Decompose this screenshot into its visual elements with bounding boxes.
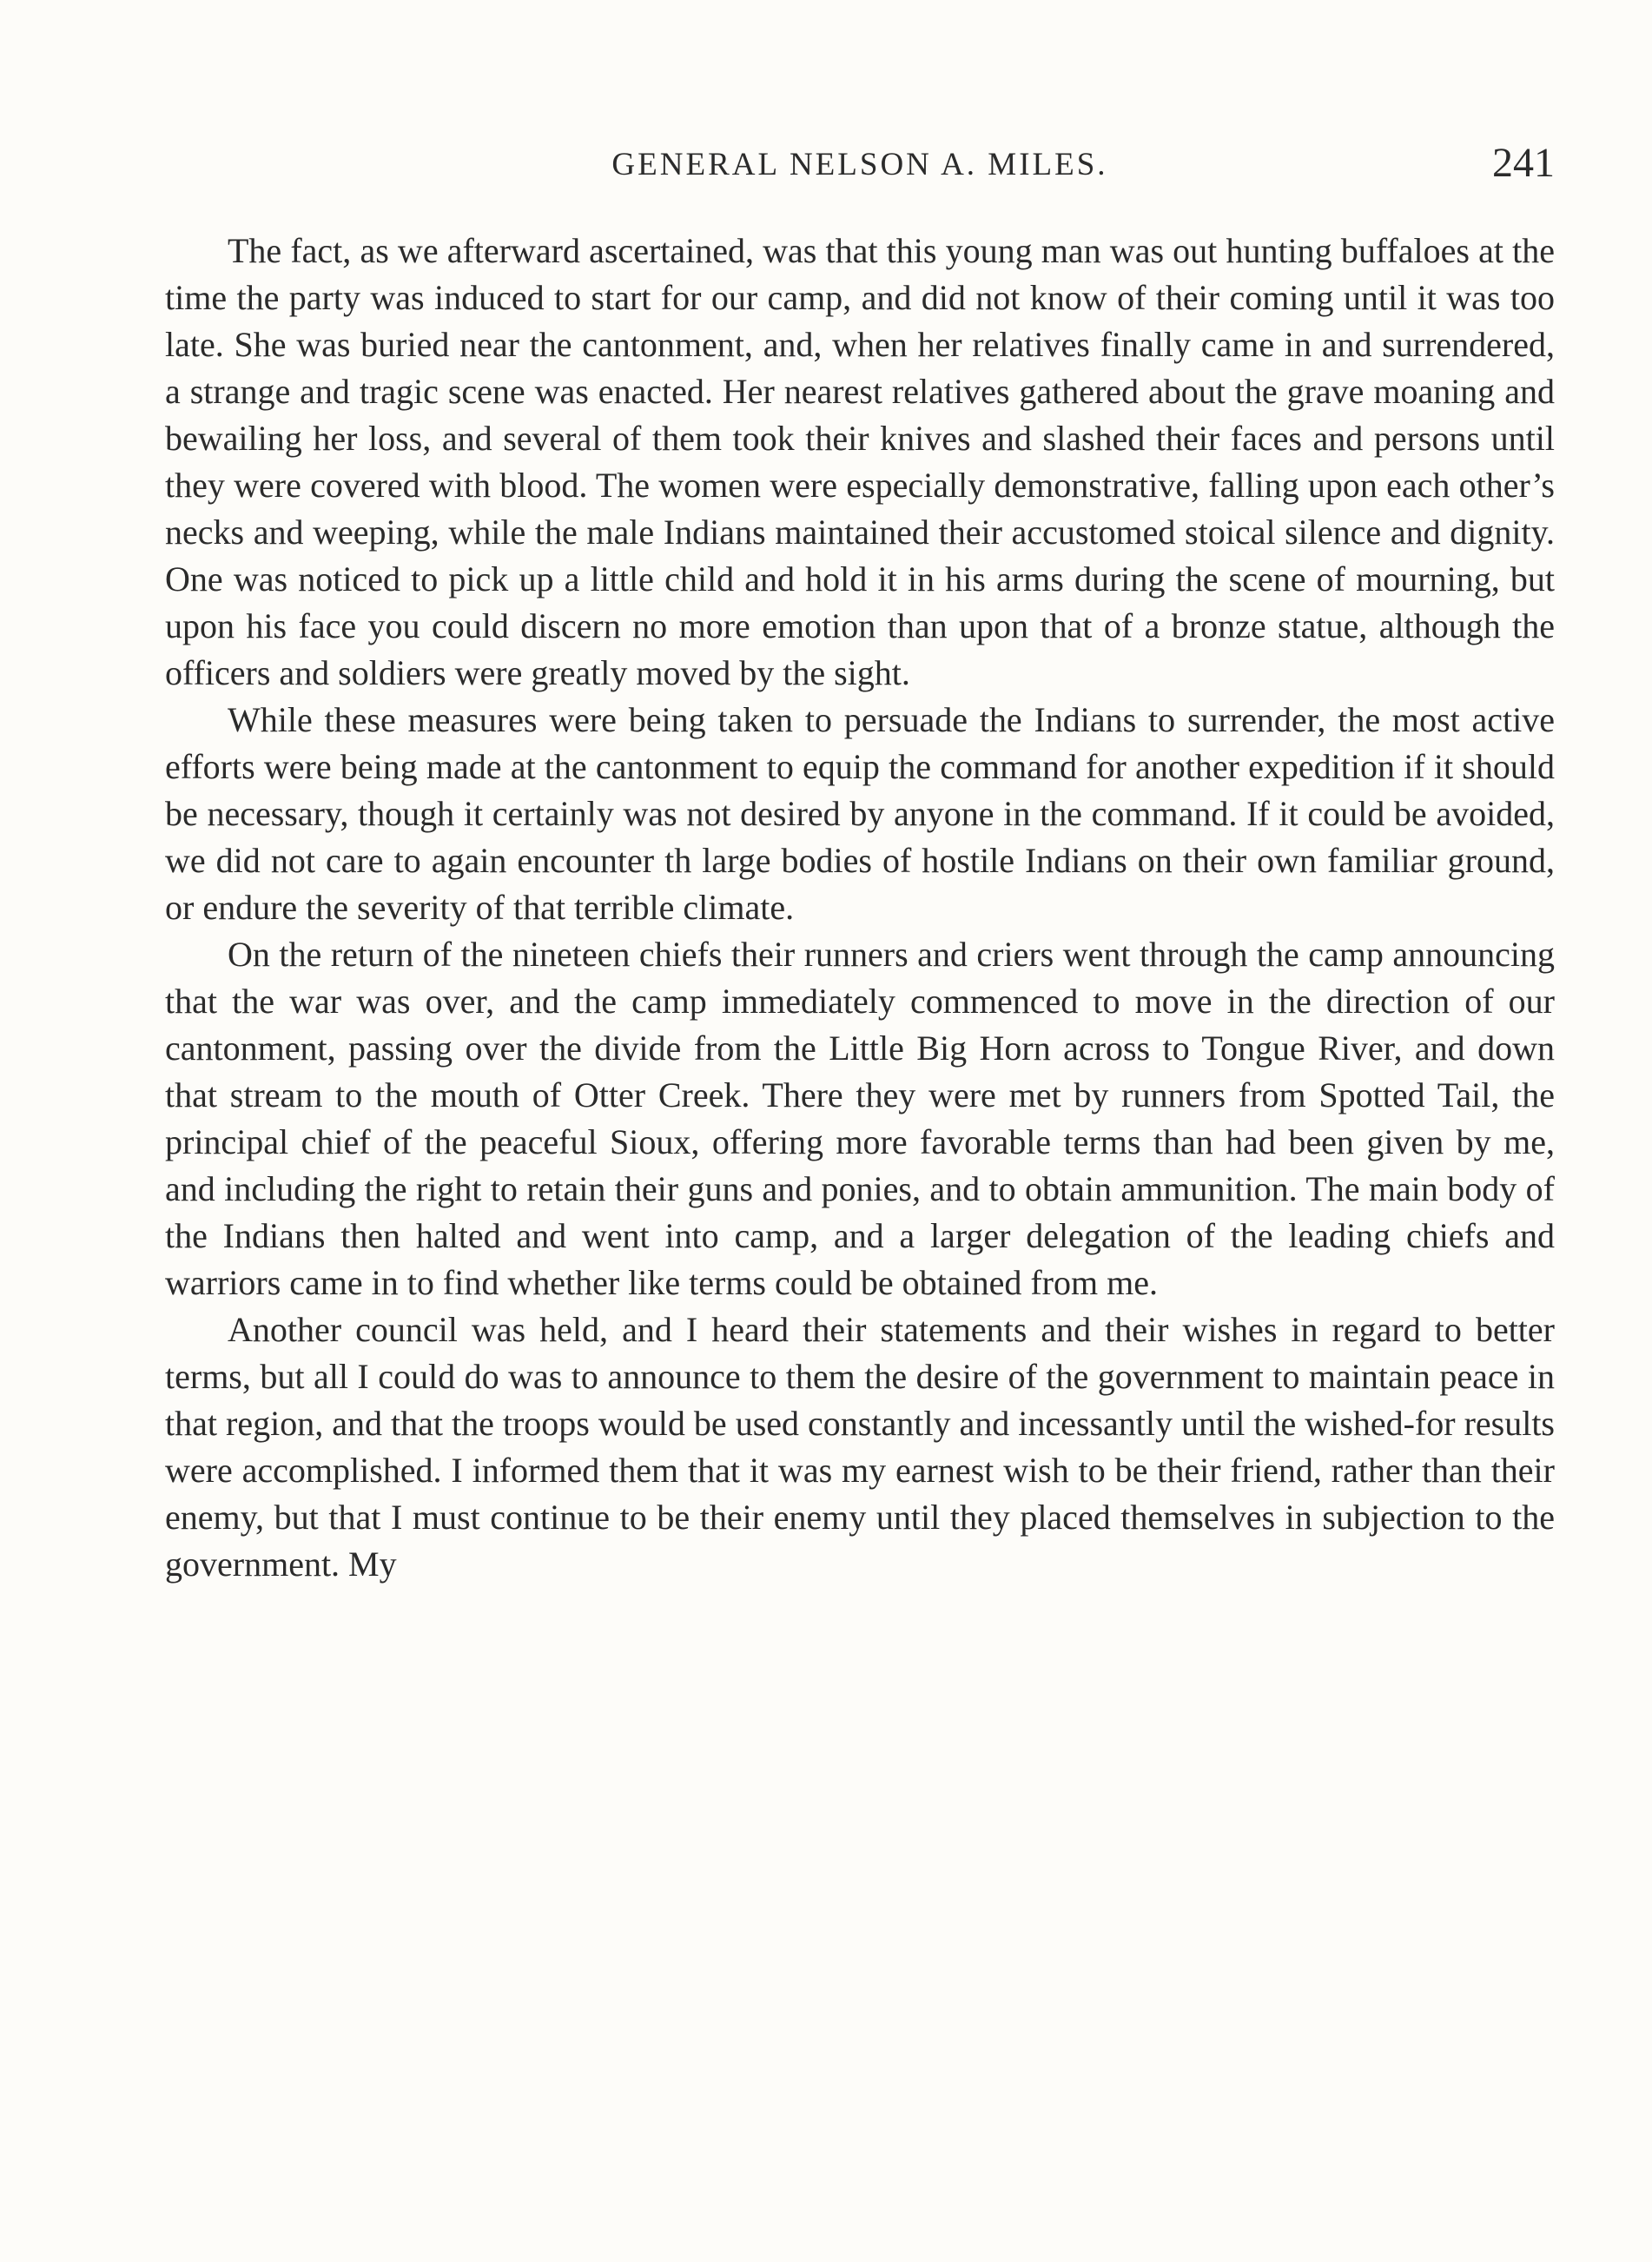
paragraph-2: While these measures were being taken to persuade the Indians to surrender, the most active efforts were being made at the cantonment to equip the command for another expedition if it should be necessary, though it certainly was not desired by anyone in the command. If it could be avoided, we did not care to again encounter th large bodies of hostile Indians on their own familiar ground, or endure the severity of that terrible climate. [165,700,1555,927]
running-title: GENERAL NELSON A. MILES. [611,147,1108,182]
paragraph-4: Another council was held, and I heard their statements and their wishes in regard to better terms, but all I could do was to announce to them the desire of the government to maintain peace in that region, and that the troops would be used constantly and incessantly until the wished-for results were accomplished. I informed them that it was my earnest wish to be their friend, rather than their enemy, but that I must continue to be their enemy until they placed themselves in subjection to the government. My [165,1310,1555,1584]
page-number: 241 [1492,140,1555,186]
paragraph-3: On the return of the nineteen chiefs their runners and criers went through the camp announcing that the war was over, and the camp immediately commenced to move in the direction of our cantonment, passing over the divide from the Little Big Horn across to Tongue River, and down that stream to the mouth of Otter Creek. There they were met by runners from Spotted Tail, the principal chief of the peaceful Sioux, offering more favorable terms than had been given by me, and including the right to retain their guns and ponies, and to obtain ammunition. The main body of the Indians then halted and went into camp, and a larger delegation of the leading chiefs and warriors came in to find whether like terms could be obtained from me. [165,935,1555,1302]
running-head [165,139,1555,191]
body-text [165,228,1555,1588]
paragraph-1: The fact, as we afterward ascertained, was that this young man was out hunting buffaloes at the time the party was induced to start for our camp, and did not know of their coming until it was too late. She was buried near the cantonment, and, when her relatives finally came in and surrendered, a strange and tragic scene was enacted. Her nearest relatives gathered about the grave moaning and bewailing her loss, and several of them took their knives and slashed their faces and persons until they were covered with blood. The women were especially demonstrative, falling upon each other’s necks and weeping, while the male Indians maintained their accustomed stoical silence and dignity. One was noticed to pick up a little child and hold it in his arms during the scene of mourning, but upon his face you could discern no more emotion than upon that of a bronze statue, although the officers and soldiers were greatly moved by the sight. [165,231,1555,692]
